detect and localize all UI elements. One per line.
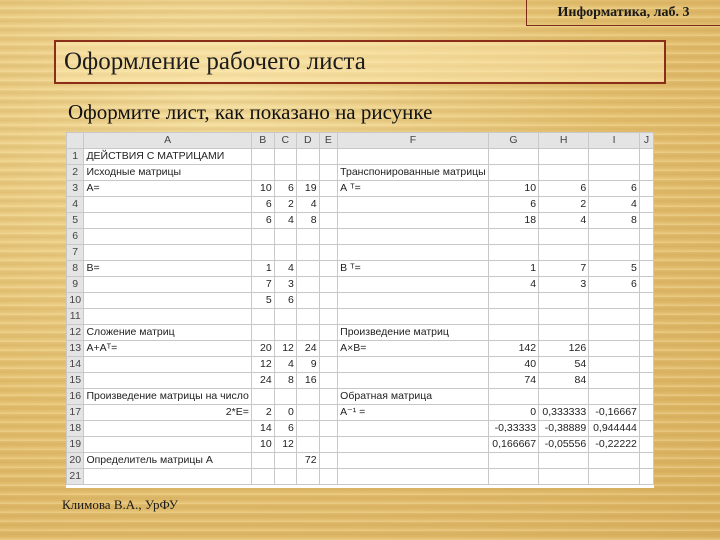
cell-i3: 6: [589, 181, 640, 197]
column-header-c: C: [274, 133, 296, 149]
cell-i8: 5: [589, 261, 640, 277]
cell-i4: 4: [589, 197, 640, 213]
cell-j11: [639, 309, 653, 325]
cell-i17: -0,16667: [589, 405, 640, 421]
cell-j6: [639, 229, 653, 245]
cell-a12: Сложение матриц: [84, 325, 251, 341]
cell-a10: [84, 293, 251, 309]
row-header: 19: [67, 437, 84, 453]
cell-i11: [589, 309, 640, 325]
cell-c5: 4: [274, 213, 296, 229]
cell-j19: [639, 437, 653, 453]
cell-e7: [319, 245, 338, 261]
row-header: 9: [67, 277, 84, 293]
cell-d9: [296, 277, 319, 293]
cell-b21: [251, 469, 274, 485]
cell-f18: [338, 421, 489, 437]
table-row: [67, 181, 654, 197]
cell-d18: [296, 421, 319, 437]
cell-i15: [589, 373, 640, 389]
cell-e21: [319, 469, 338, 485]
cell-c7: [274, 245, 296, 261]
cell-h18: -0,38889: [539, 421, 589, 437]
cell-d17: [296, 405, 319, 421]
cell-b13: 20: [251, 341, 274, 357]
cell-a8: B=: [84, 261, 251, 277]
cell-e1: [319, 149, 338, 165]
cell-a20: Определитель матрицы А: [84, 453, 251, 469]
cell-c6: [274, 229, 296, 245]
cell-d19: [296, 437, 319, 453]
cell-h6: [539, 229, 589, 245]
cell-j5: [639, 213, 653, 229]
cell-f12: Произведение матриц: [338, 325, 489, 341]
cell-h10: [539, 293, 589, 309]
cell-j3: [639, 181, 653, 197]
slide-title: Оформление рабочего листа: [54, 40, 666, 84]
cell-i19: -0,22222: [589, 437, 640, 453]
cell-e5: [319, 213, 338, 229]
cell-j7: [639, 245, 653, 261]
column-header-b: B: [251, 133, 274, 149]
cell-a4: [84, 197, 251, 213]
table-row: [67, 469, 654, 485]
row-header: 16: [67, 389, 84, 405]
lab-header: Информатика, лаб. 3: [526, 0, 720, 26]
cell-c10: 6: [274, 293, 296, 309]
cell-f10: [338, 293, 489, 309]
cell-i2: [589, 165, 640, 181]
column-header-a: A: [84, 133, 251, 149]
cell-f9: [338, 277, 489, 293]
cell-g21: [488, 469, 538, 485]
cell-j12: [639, 325, 653, 341]
cell-d2: [296, 165, 319, 181]
table-row: [67, 261, 654, 277]
cell-d6: [296, 229, 319, 245]
cell-g1: [488, 149, 538, 165]
cell-f1: [338, 149, 489, 165]
author-footer: Климова В.А., УрФУ: [62, 497, 178, 512]
cell-h8: 7: [539, 261, 589, 277]
cell-f17: А⁻¹ =: [338, 405, 489, 421]
row-header: 5: [67, 213, 84, 229]
cell-i16: [589, 389, 640, 405]
cell-b20: [251, 453, 274, 469]
cell-d20: 72: [296, 453, 319, 469]
cell-f15: [338, 373, 489, 389]
cell-b6: [251, 229, 274, 245]
cell-d15: 16: [296, 373, 319, 389]
cell-e2: [319, 165, 338, 181]
cell-d11: [296, 309, 319, 325]
table-row: [67, 389, 654, 405]
cell-g7: [488, 245, 538, 261]
cell-g5: 18: [488, 213, 538, 229]
cell-f3: А ᵀ=: [338, 181, 489, 197]
cell-h12: [539, 325, 589, 341]
cell-f6: [338, 229, 489, 245]
cell-e11: [319, 309, 338, 325]
cell-b4: 6: [251, 197, 274, 213]
row-header: 20: [67, 453, 84, 469]
cell-g8: 1: [488, 261, 538, 277]
column-header-g: G: [488, 133, 538, 149]
cell-e16: [319, 389, 338, 405]
row-header: 2: [67, 165, 84, 181]
cell-g4: 6: [488, 197, 538, 213]
cell-b17: 2: [251, 405, 274, 421]
table-row: [67, 325, 654, 341]
cell-j13: [639, 341, 653, 357]
table-row: [67, 357, 654, 373]
cell-e10: [319, 293, 338, 309]
cell-b5: 6: [251, 213, 274, 229]
cell-j2: [639, 165, 653, 181]
cell-h17: 0,333333: [539, 405, 589, 421]
cell-f20: [338, 453, 489, 469]
cell-c3: 6: [274, 181, 296, 197]
cell-g14: 40: [488, 357, 538, 373]
cell-e4: [319, 197, 338, 213]
cell-b14: 12: [251, 357, 274, 373]
cell-h9: 3: [539, 277, 589, 293]
cell-c21: [274, 469, 296, 485]
cell-c18: 6: [274, 421, 296, 437]
cell-f7: [338, 245, 489, 261]
cell-b15: 24: [251, 373, 274, 389]
cell-h1: [539, 149, 589, 165]
row-header: 6: [67, 229, 84, 245]
cell-h15: 84: [539, 373, 589, 389]
cell-j16: [639, 389, 653, 405]
cell-j20: [639, 453, 653, 469]
column-header-i: I: [589, 133, 640, 149]
cell-f11: [338, 309, 489, 325]
cell-e20: [319, 453, 338, 469]
cell-j10: [639, 293, 653, 309]
table-row: [67, 229, 654, 245]
cell-c13: 12: [274, 341, 296, 357]
cell-a9: [84, 277, 251, 293]
cell-j17: [639, 405, 653, 421]
cell-e19: [319, 437, 338, 453]
row-header: 15: [67, 373, 84, 389]
row-header: 21: [67, 469, 84, 485]
cell-a6: [84, 229, 251, 245]
cell-j9: [639, 277, 653, 293]
cell-e13: [319, 341, 338, 357]
cell-h21: [539, 469, 589, 485]
cell-d13: 24: [296, 341, 319, 357]
cell-g2: [488, 165, 538, 181]
cell-d5: 8: [296, 213, 319, 229]
cell-i13: [589, 341, 640, 357]
cell-b18: 14: [251, 421, 274, 437]
cell-a2: Исходные матрицы: [84, 165, 251, 181]
row-header: 10: [67, 293, 84, 309]
cell-g15: 74: [488, 373, 538, 389]
cell-a21: [84, 469, 251, 485]
table-row: [67, 437, 654, 453]
cell-c1: [274, 149, 296, 165]
cell-g19: 0,166667: [488, 437, 538, 453]
cell-i18: 0,944444: [589, 421, 640, 437]
cell-f19: [338, 437, 489, 453]
cell-d12: [296, 325, 319, 341]
spreadsheet-grid: [66, 132, 654, 485]
table-row: [67, 165, 654, 181]
cell-h13: 126: [539, 341, 589, 357]
cell-e18: [319, 421, 338, 437]
cell-b16: [251, 389, 274, 405]
table-row: [67, 197, 654, 213]
cell-d7: [296, 245, 319, 261]
cell-c12: [274, 325, 296, 341]
table-row: [67, 309, 654, 325]
cell-c17: 0: [274, 405, 296, 421]
cell-d14: 9: [296, 357, 319, 373]
cell-e3: [319, 181, 338, 197]
column-header-j: J: [639, 133, 653, 149]
cell-c8: 4: [274, 261, 296, 277]
cell-e15: [319, 373, 338, 389]
cell-a1: ДЕЙСТВИЯ С МАТРИЦАМИ: [84, 149, 251, 165]
table-row: [67, 245, 654, 261]
cell-d3: 19: [296, 181, 319, 197]
cell-b8: 1: [251, 261, 274, 277]
cell-b1: [251, 149, 274, 165]
table-row: [67, 373, 654, 389]
cell-a17: 2*E=: [84, 405, 251, 421]
cell-j8: [639, 261, 653, 277]
cell-j1: [639, 149, 653, 165]
cell-c4: 2: [274, 197, 296, 213]
row-header: 7: [67, 245, 84, 261]
cell-g20: [488, 453, 538, 469]
cell-g17: 0: [488, 405, 538, 421]
cell-d1: [296, 149, 319, 165]
table-row: [67, 421, 654, 437]
cell-b19: 10: [251, 437, 274, 453]
cell-f21: [338, 469, 489, 485]
cell-i9: 6: [589, 277, 640, 293]
cell-f4: [338, 197, 489, 213]
cell-i1: [589, 149, 640, 165]
cell-g10: [488, 293, 538, 309]
column-header-e: E: [319, 133, 338, 149]
cell-f5: [338, 213, 489, 229]
cell-c16: [274, 389, 296, 405]
cell-a3: А=: [84, 181, 251, 197]
table-row: [67, 149, 654, 165]
cell-i12: [589, 325, 640, 341]
cell-e9: [319, 277, 338, 293]
cell-c2: [274, 165, 296, 181]
cell-i5: 8: [589, 213, 640, 229]
cell-f8: B ᵀ=: [338, 261, 489, 277]
cell-a16: Произведение матрицы на число: [84, 389, 251, 405]
table-row: [67, 405, 654, 421]
cell-c9: 3: [274, 277, 296, 293]
cell-b10: 5: [251, 293, 274, 309]
cell-c20: [274, 453, 296, 469]
cell-h2: [539, 165, 589, 181]
cell-d21: [296, 469, 319, 485]
row-header: 1: [67, 149, 84, 165]
cell-i20: [589, 453, 640, 469]
row-header: 14: [67, 357, 84, 373]
cell-j15: [639, 373, 653, 389]
cell-d4: 4: [296, 197, 319, 213]
cell-b7: [251, 245, 274, 261]
cell-i21: [589, 469, 640, 485]
cell-g18: -0,33333: [488, 421, 538, 437]
cell-b9: 7: [251, 277, 274, 293]
cell-b12: [251, 325, 274, 341]
column-header-d: D: [296, 133, 319, 149]
cell-h20: [539, 453, 589, 469]
table-row: [67, 277, 654, 293]
cell-c11: [274, 309, 296, 325]
cell-b11: [251, 309, 274, 325]
cell-a13: А+Аᵀ=: [84, 341, 251, 357]
table-row: [67, 453, 654, 469]
cell-h14: 54: [539, 357, 589, 373]
cell-f14: [338, 357, 489, 373]
cell-h11: [539, 309, 589, 325]
column-header-h: H: [539, 133, 589, 149]
cell-h16: [539, 389, 589, 405]
row-header: 4: [67, 197, 84, 213]
table-row: [67, 213, 654, 229]
cell-d10: [296, 293, 319, 309]
row-header: 11: [67, 309, 84, 325]
cell-c15: 8: [274, 373, 296, 389]
spreadsheet-image: [66, 132, 654, 488]
cell-a15: [84, 373, 251, 389]
table-row: [67, 341, 654, 357]
row-header: 3: [67, 181, 84, 197]
cell-f13: А×B=: [338, 341, 489, 357]
cell-c19: 12: [274, 437, 296, 453]
cell-e8: [319, 261, 338, 277]
cell-f16: Обратная матрица: [338, 389, 489, 405]
cell-a11: [84, 309, 251, 325]
cell-i10: [589, 293, 640, 309]
cell-i6: [589, 229, 640, 245]
row-header: 17: [67, 405, 84, 421]
cell-g9: 4: [488, 277, 538, 293]
cell-h5: 4: [539, 213, 589, 229]
cell-g16: [488, 389, 538, 405]
cell-g6: [488, 229, 538, 245]
table-row: [67, 293, 654, 309]
cell-g11: [488, 309, 538, 325]
cell-h3: 6: [539, 181, 589, 197]
cell-h19: -0,05556: [539, 437, 589, 453]
cell-d16: [296, 389, 319, 405]
cell-a14: [84, 357, 251, 373]
column-header-row: [67, 133, 654, 149]
cell-j21: [639, 469, 653, 485]
cell-e17: [319, 405, 338, 421]
row-header: 8: [67, 261, 84, 277]
cell-i7: [589, 245, 640, 261]
cell-h7: [539, 245, 589, 261]
cell-a7: [84, 245, 251, 261]
cell-g13: 142: [488, 341, 538, 357]
cell-a19: [84, 437, 251, 453]
cell-g3: 10: [488, 181, 538, 197]
instruction-text: Оформите лист, как показано на рисунке: [68, 100, 433, 124]
row-header: 13: [67, 341, 84, 357]
row-header: 18: [67, 421, 84, 437]
cell-d8: [296, 261, 319, 277]
cell-e6: [319, 229, 338, 245]
cell-b3: 10: [251, 181, 274, 197]
cell-j4: [639, 197, 653, 213]
cell-g12: [488, 325, 538, 341]
cell-c14: 4: [274, 357, 296, 373]
corner-cell: [67, 133, 84, 149]
row-header: 12: [67, 325, 84, 341]
cell-b2: [251, 165, 274, 181]
cell-j18: [639, 421, 653, 437]
cell-a5: [84, 213, 251, 229]
cell-e12: [319, 325, 338, 341]
cell-i14: [589, 357, 640, 373]
cell-a18: [84, 421, 251, 437]
cell-j14: [639, 357, 653, 373]
column-header-f: F: [338, 133, 489, 149]
cell-e14: [319, 357, 338, 373]
cell-f2: Транспонированные матрицы: [338, 165, 489, 181]
cell-h4: 2: [539, 197, 589, 213]
